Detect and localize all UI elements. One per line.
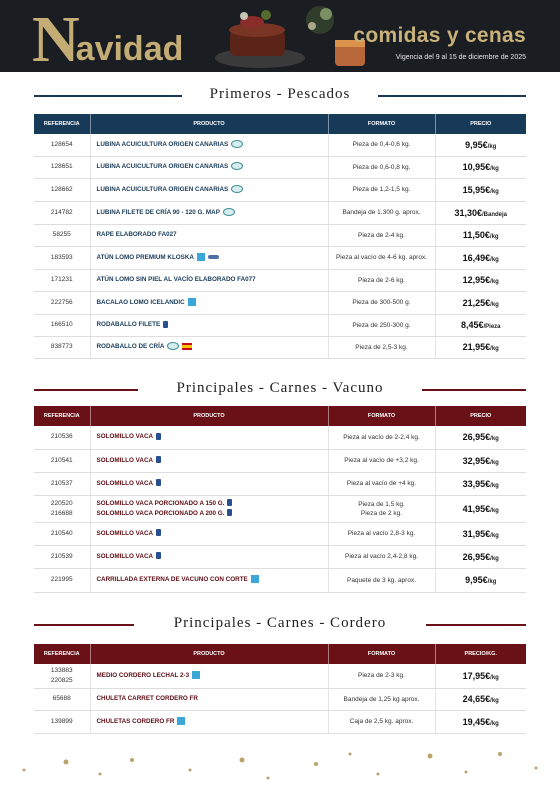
- price-value: 26,95€: [462, 432, 491, 443]
- price-cell: [435, 545, 526, 568]
- product-name: BACALAO LOMO ICELANDIC: [96, 298, 185, 306]
- reference-number: 222756: [50, 298, 73, 306]
- package-icon: [156, 456, 161, 463]
- product-name: RODABALLO DE CRÍA: [96, 343, 165, 350]
- format-text: Pieza al vacío de +4 kg.: [346, 480, 417, 487]
- format-text: Bandeja de 1,25 kg aprox.: [343, 695, 420, 703]
- reference-number: 210537: [50, 479, 73, 487]
- price-unit: /kg: [487, 143, 497, 150]
- format-cell: [328, 314, 435, 336]
- format-cell: [328, 688, 435, 710]
- oval-icon: [231, 140, 243, 148]
- product-name: CARRILLADA EXTERNA DE VACUNO CON CORTE: [96, 576, 248, 583]
- table-body: [34, 134, 526, 358]
- reference-number: 214782: [50, 208, 73, 216]
- reference-number: 128651: [50, 163, 73, 170]
- price-table-cordero: [34, 644, 526, 734]
- product-line: [97, 456, 328, 466]
- reference-cell: [34, 246, 90, 269]
- format-text: Pieza de 250-300 g.: [352, 321, 411, 329]
- product-cell: [90, 664, 328, 688]
- snowflake-icon: [251, 575, 259, 583]
- table-row: [34, 156, 526, 178]
- column-header: FORMATO: [328, 406, 435, 426]
- column-header: REFERENCIA: [34, 644, 90, 664]
- package-icon: [156, 552, 161, 559]
- price-value: 10,95€: [462, 162, 491, 172]
- price-cell: [435, 426, 526, 449]
- section-title-pescados: [0, 86, 560, 106]
- price-unit: /kg: [490, 555, 499, 562]
- section-heading: Principales - Carnes - Vacuno: [170, 380, 389, 396]
- price-cell: [435, 522, 526, 545]
- reference-number: 216688: [50, 509, 73, 517]
- price-value: 9,95€: [465, 575, 488, 585]
- product-line: [97, 529, 328, 539]
- product-cell: [90, 426, 328, 449]
- product-cell: [90, 710, 328, 733]
- format-cell: [328, 545, 435, 568]
- price-value: 24,65€: [462, 694, 491, 704]
- price-cell: [435, 688, 526, 710]
- table-row: [34, 201, 526, 224]
- format-cell: [328, 134, 435, 156]
- brand-initial: N: [32, 3, 80, 72]
- reference-number: 171231: [50, 276, 73, 283]
- product-name: RAPE ELABORADO FA027: [96, 231, 177, 238]
- format-cell: [328, 178, 435, 201]
- product-name: SOLOMILLO VACA: [96, 479, 154, 487]
- snowflake-icon: [197, 253, 205, 261]
- format-text: Pieza al vacío de 2-2,4 kg.: [343, 433, 420, 441]
- reference-cell: [34, 269, 90, 291]
- product-line: [97, 717, 328, 727]
- reference-cell: [34, 178, 90, 201]
- table-row: [34, 449, 526, 472]
- product-line: [97, 509, 328, 519]
- reference-cell: [34, 291, 90, 314]
- price-value: 41,95€: [462, 503, 491, 514]
- product-name: MEDIO CORDERO LECHAL 2-3: [96, 671, 190, 679]
- brand-text: avidad: [75, 30, 184, 68]
- product-cell: [90, 201, 328, 224]
- format-cell: [328, 568, 435, 592]
- product-cell: [90, 156, 328, 178]
- reference-number: 128662: [50, 185, 73, 193]
- price-value: 31,30€: [454, 207, 482, 218]
- product-line: [97, 208, 328, 218]
- price-cell: [435, 156, 526, 178]
- product-cell: [90, 246, 328, 269]
- section-heading: Primeros - Pescados: [204, 86, 357, 102]
- section-title-vacuno: [0, 380, 560, 400]
- reference-number: 58255: [52, 231, 71, 238]
- product-line: [97, 694, 328, 704]
- reference-number: 65688: [52, 695, 71, 702]
- table-row: [34, 495, 526, 522]
- product-line: [97, 230, 328, 240]
- product-line: [97, 298, 328, 308]
- reference-number: 221995: [50, 576, 73, 583]
- product-line: [97, 499, 328, 509]
- reference-number: 210539: [50, 552, 73, 560]
- reference-number: 838773: [50, 343, 73, 350]
- fish-icon: [208, 255, 219, 259]
- product-name: SOLOMILLO VACA PORCIONADO A 150 G.: [96, 499, 225, 507]
- format-cell: [328, 710, 435, 733]
- product-cell: [90, 568, 328, 592]
- table-row: [34, 472, 526, 495]
- format-text: Paquete de 3 kg. aprox.: [346, 576, 417, 584]
- price-unit: /kg: [490, 346, 499, 352]
- brand-logo: [32, 2, 183, 70]
- price-unit: /kg: [490, 301, 499, 308]
- package-icon: [156, 529, 161, 536]
- product-line: [97, 552, 328, 562]
- price-table-vacuno: [34, 406, 526, 593]
- column-header: FORMATO: [328, 114, 435, 134]
- product-line: [97, 432, 328, 442]
- product-line: [97, 479, 328, 489]
- format-cell: [328, 201, 435, 224]
- table-row: [34, 664, 526, 688]
- format-text: Pieza de 2-3 kg.: [358, 672, 405, 680]
- table-row: [34, 134, 526, 156]
- price-unit: /kg: [487, 579, 497, 585]
- product-name: LUBINA ACUICULTURA ORIGEN CANARIAS: [96, 185, 229, 193]
- price-cell: [435, 710, 526, 733]
- product-line: [97, 342, 328, 352]
- format-text: Pieza al vacío de 4-6 kg. aprox.: [335, 254, 428, 261]
- format-cell: [328, 246, 435, 269]
- product-line: [97, 320, 328, 330]
- validity-dates: Vigencia del 9 al 15 de diciembre de 2025: [395, 54, 526, 61]
- reference-cell: [34, 449, 90, 472]
- product-name: SOLOMILLO VACA: [96, 529, 154, 537]
- price-cell: [435, 449, 526, 472]
- product-name: SOLOMILLO VACA: [96, 552, 154, 560]
- product-name: ATÚN LOMO SIN PIEL AL VACÍO ELABORADO FA077: [96, 276, 256, 283]
- reference-cell: [34, 664, 90, 688]
- product-cell: [90, 336, 328, 358]
- reference-number: 210536: [50, 433, 73, 441]
- price-value: 9,95€: [465, 139, 488, 150]
- product-line: [97, 275, 328, 285]
- reference-cell: [34, 545, 90, 568]
- price-cell: [435, 134, 526, 156]
- column-header: PRODUCTO: [90, 644, 328, 664]
- price-value: 21,25€: [462, 297, 491, 308]
- price-cell: [435, 495, 526, 522]
- product-line: [97, 575, 328, 585]
- format-text: Pieza al vacío 2,4-2,8 kg.: [345, 553, 418, 560]
- package-icon: [227, 509, 232, 516]
- format-text: Bandeja de 1.300 g. aprox.: [342, 209, 421, 216]
- product-name: SOLOMILLO VACA: [96, 433, 154, 441]
- format-cell: [328, 472, 435, 495]
- price-unit: /kg: [490, 674, 499, 681]
- table-row: [34, 545, 526, 568]
- price-unit: /kg: [490, 698, 499, 704]
- reference-cell: [34, 426, 90, 449]
- reference-number: 220520: [50, 499, 73, 507]
- price-value: 21,95€: [462, 342, 491, 352]
- reference-number: 210541: [50, 456, 73, 464]
- price-unit: /kg: [490, 532, 499, 539]
- format-cell: [328, 664, 435, 688]
- reference-number: 139899: [50, 717, 73, 725]
- product-name: LUBINA FILETE DE CRÍA 90 - 120 G. MAP: [96, 208, 220, 216]
- reference-cell: [34, 224, 90, 246]
- table-row: [34, 246, 526, 269]
- package-icon: [163, 321, 168, 328]
- reference-cell: [34, 688, 90, 710]
- product-cell: [90, 178, 328, 201]
- table-row: [34, 522, 526, 545]
- price-value: 16,49€: [462, 252, 491, 263]
- format-text: Pieza al vacío 2,8-3 kg.: [347, 530, 416, 537]
- table-row: [34, 710, 526, 733]
- price-unit: /kg: [490, 436, 499, 443]
- reference-cell: [34, 522, 90, 545]
- price-value: 12,95€: [462, 275, 491, 285]
- price-value: 19,45€: [462, 716, 491, 727]
- format-cell: [328, 449, 435, 472]
- product-cell: [90, 522, 328, 545]
- product-name: ATÚN LOMO PREMIUM KLOSKA: [96, 253, 194, 261]
- column-header: PRODUCTO: [90, 114, 328, 134]
- reference-number: 183593: [50, 253, 73, 261]
- section-heading: Principales - Carnes - Cordero: [168, 615, 392, 631]
- format-text: Pieza al vacío de +3,2 kg.: [344, 457, 419, 464]
- reference-cell: [34, 314, 90, 336]
- format-cell: [328, 426, 435, 449]
- section-title-cordero: [0, 615, 560, 635]
- format-text: Pieza de 1,2-1,5 kg.: [352, 186, 411, 193]
- table-row: [34, 291, 526, 314]
- price-cell: [435, 224, 526, 246]
- price-value: 8,45€: [460, 320, 484, 330]
- product-cell: [90, 472, 328, 495]
- product-cell: [90, 688, 328, 710]
- product-cell: [90, 291, 328, 314]
- snowflake-icon: [177, 717, 185, 725]
- package-icon: [156, 479, 161, 486]
- price-value: 32,95€: [462, 455, 491, 466]
- table-body: [34, 426, 526, 592]
- price-cell: [435, 314, 526, 336]
- product-name: CHULETA CARRET CORDERO FR: [96, 695, 198, 702]
- format-text: Caja de 2,5 kg. aprox.: [349, 718, 414, 725]
- format-cell: [328, 291, 435, 314]
- format-text: Pieza de 2 kg.: [360, 509, 403, 517]
- reference-number: 128654: [50, 140, 73, 148]
- table-row: [34, 178, 526, 201]
- oval-icon: [167, 342, 179, 350]
- table-row: [34, 224, 526, 246]
- format-text: Pieza de 300-500 g.: [352, 299, 411, 306]
- price-unit: /kg: [490, 256, 499, 263]
- product-name: LUBINA ACUICULTURA ORIGEN CANARIAS: [96, 140, 229, 148]
- reference-cell: [34, 201, 90, 224]
- price-unit: /kg: [490, 482, 499, 489]
- product-cell: [90, 545, 328, 568]
- price-cell: [435, 178, 526, 201]
- product-line: [97, 185, 328, 195]
- product-cell: [90, 449, 328, 472]
- price-cell: [435, 269, 526, 291]
- reference-cell: [34, 336, 90, 358]
- format-text: Pieza de 0,4-0,6 kg.: [352, 141, 411, 149]
- reference-cell: [34, 134, 90, 156]
- price-cell: [435, 472, 526, 495]
- reference-cell: [34, 710, 90, 733]
- product-cell: [90, 134, 328, 156]
- price-table-pescados: [34, 114, 526, 359]
- reference-cell: [34, 472, 90, 495]
- price-value: 31,95€: [462, 528, 491, 539]
- table-row: [34, 336, 526, 358]
- product-name: SOLOMILLO VACA: [96, 456, 154, 464]
- price-unit: /kg: [490, 507, 499, 514]
- snowflake-icon: [188, 298, 196, 306]
- table-row: [34, 688, 526, 710]
- product-line: [97, 162, 328, 172]
- format-cell: [328, 224, 435, 246]
- price-unit: /kg: [490, 459, 499, 466]
- price-cell: [435, 664, 526, 688]
- column-header: PRECIO/KG.: [435, 644, 526, 664]
- product-name: RODABALLO FILETE: [96, 321, 161, 328]
- table-row: [34, 426, 526, 449]
- price-value: 17,95€: [462, 670, 491, 681]
- oval-icon: [231, 162, 243, 170]
- price-value: 33,95€: [462, 478, 491, 489]
- price-value: 15,95€: [462, 184, 491, 195]
- product-cell: [90, 314, 328, 336]
- price-unit: /Pieza: [483, 324, 501, 330]
- reference-cell: [34, 156, 90, 178]
- format-text: Pieza de 0,6-0,8 kg.: [352, 163, 411, 171]
- format-text: Pieza de 2-6 kg.: [358, 276, 405, 284]
- price-value: 26,95€: [462, 551, 491, 562]
- header-banner: [0, 0, 560, 72]
- format-text: Pieza de 1,5 kg.: [358, 500, 405, 508]
- decorative-stars: [0, 748, 560, 788]
- reference-number: 220825: [50, 676, 73, 684]
- price-unit: /kg: [490, 188, 499, 195]
- column-header: REFERENCIA: [34, 114, 90, 134]
- format-cell: [328, 336, 435, 358]
- reference-cell: [34, 495, 90, 522]
- price-unit: /Bandeja: [482, 211, 508, 218]
- spain-flag-icon: [182, 343, 192, 350]
- product-cell: [90, 269, 328, 291]
- format-cell: [328, 156, 435, 178]
- column-header: FORMATO: [328, 644, 435, 664]
- reference-cell: [34, 568, 90, 592]
- format-cell: [328, 495, 435, 522]
- price-unit: /kg: [490, 166, 499, 172]
- table-row: [34, 269, 526, 291]
- table-body: [34, 664, 526, 733]
- price-cell: [435, 246, 526, 269]
- format-text: Pieza de 2-4 kg.: [358, 231, 405, 239]
- table-row: [34, 314, 526, 336]
- product-line: [97, 671, 328, 681]
- format-cell: [328, 269, 435, 291]
- reference-number: 210540: [50, 529, 73, 537]
- reference-number: 133883: [50, 666, 73, 674]
- oval-icon: [223, 208, 235, 216]
- column-header: PRECIO: [435, 114, 526, 134]
- price-cell: [435, 201, 526, 224]
- price-cell: [435, 568, 526, 592]
- snowflake-icon: [192, 671, 200, 679]
- oval-icon: [231, 185, 243, 193]
- product-line: [97, 253, 328, 263]
- product-cell: [90, 495, 328, 522]
- format-cell: [328, 522, 435, 545]
- package-icon: [227, 499, 232, 506]
- product-line: [97, 140, 328, 150]
- column-header: REFERENCIA: [34, 406, 90, 426]
- package-icon: [156, 433, 161, 440]
- price-unit: /kg: [490, 720, 499, 727]
- format-text: Pieza de 2,5-3 kg.: [355, 343, 408, 351]
- product-name: SOLOMILLO VACA PORCIONADO A 200 G.: [96, 509, 225, 517]
- price-unit: /kg: [490, 279, 499, 285]
- product-name: LUBINA ACUICULTURA ORIGEN CANARIAS: [96, 163, 229, 170]
- price-unit: /kg: [489, 234, 499, 240]
- price-value: 11,50€: [462, 230, 490, 240]
- reference-number: 166510: [50, 321, 73, 328]
- product-name: CHULETAS CORDERO FR: [96, 717, 175, 725]
- product-cell: [90, 224, 328, 246]
- column-header: PRODUCTO: [90, 406, 328, 426]
- column-header: PRECIO: [435, 406, 526, 426]
- table-row: [34, 568, 526, 592]
- price-cell: [435, 336, 526, 358]
- price-cell: [435, 291, 526, 314]
- tagline: comidas y cenas: [353, 24, 526, 47]
